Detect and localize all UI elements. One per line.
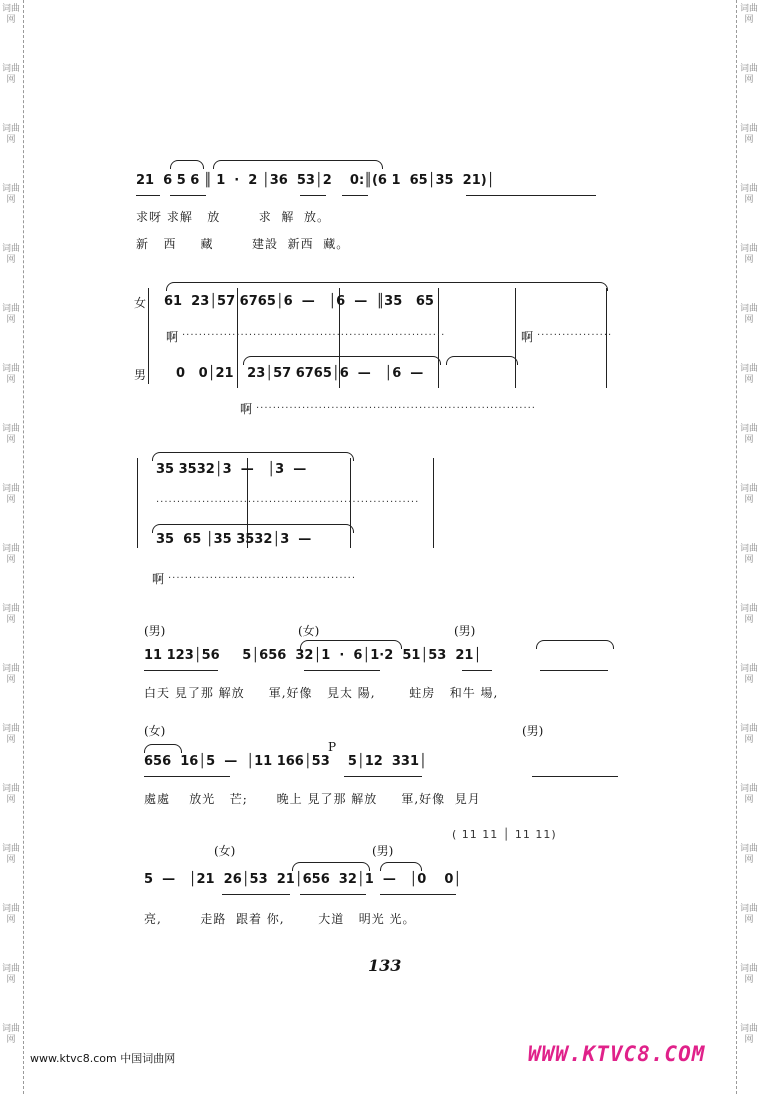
dashed-divider	[23, 0, 24, 1094]
watermark-strip-left	[0, 0, 24, 1094]
watermark-label: 词曲网	[739, 604, 758, 625]
watermark-label: 词曲网	[739, 964, 758, 985]
slur	[446, 356, 518, 365]
watermark-label: 词曲网	[1, 484, 20, 505]
system-bracket	[148, 288, 149, 384]
watermark-label: 词曲网	[739, 184, 758, 205]
watermark-label: 词曲网	[1, 904, 20, 925]
watermark-label: 词曲网	[1, 244, 20, 265]
melisma-dots: ··················	[537, 330, 613, 341]
watermark-label: 词曲网	[739, 484, 758, 505]
watermark-strip-right	[736, 0, 760, 1094]
part-label: (男)	[454, 624, 476, 638]
watermark-label: 词曲网	[739, 664, 758, 685]
lyrics-line-1: 求呀 求解 放 求 解 放。	[136, 210, 331, 224]
watermark-label: 词曲网	[739, 4, 758, 25]
watermark-label: 词曲网	[739, 904, 758, 925]
part-label: (男)	[522, 724, 544, 738]
watermark-label: 词曲网	[739, 364, 758, 385]
female-notation: 61 23│57 6765│6 — │6 — ║35 65	[164, 294, 434, 309]
lyrics-line: 亮, 走路 跟着 你, 大道 明光 光。	[144, 912, 416, 926]
watermark-label: 词曲网	[739, 544, 758, 565]
slur	[292, 862, 370, 871]
beam	[344, 776, 422, 777]
beam	[144, 776, 230, 777]
watermark-label: 词曲网	[1, 64, 20, 85]
melisma-dots: ···································································	[256, 403, 536, 414]
dashed-divider	[736, 0, 737, 1094]
slur	[213, 160, 383, 169]
lyrics-line: 處處 放光 芒; 晚上 見了那 解放 軍,好像 見月	[144, 792, 481, 806]
slur	[166, 282, 608, 291]
beam	[136, 195, 160, 196]
notation-line: 5 — │21 26│53 21│656 32│1 — │0 0│	[144, 872, 462, 887]
watermark-label: 词曲网	[739, 244, 758, 265]
beam	[532, 776, 618, 777]
beam	[144, 670, 218, 671]
watermark-label: 词曲网	[739, 1024, 758, 1045]
watermark-label: 词曲网	[1, 304, 20, 325]
syllable: 啊	[152, 572, 165, 586]
watermark-label: 词曲网	[1, 784, 20, 805]
watermark-label: 词曲网	[739, 304, 758, 325]
female-part-label: 女	[134, 296, 147, 310]
beam	[466, 195, 596, 196]
notation-line: 21 6 5 6 ║ 1 · 2 │36 53│2 0:║(6 1 65│35 21)│	[136, 173, 495, 188]
part-label: (女)	[298, 624, 320, 638]
lyrics-line: 白天 見了那 解放 軍,好像 見太 陽, 蛀房 和牛 場,	[144, 686, 499, 700]
watermark-label: 词曲网	[1, 604, 20, 625]
watermark-label: 词曲网	[1, 724, 20, 745]
beam	[540, 670, 608, 671]
part-label: (女)	[214, 844, 236, 858]
beam	[170, 195, 206, 196]
watermark-label: 词曲网	[1, 4, 20, 25]
watermark-label: 词曲网	[1, 964, 20, 985]
syllable: 啊	[240, 402, 253, 416]
dynamic-mark: P	[328, 740, 337, 754]
barline	[433, 458, 434, 548]
male-notation: 0 0│21 23│57 6765│6 — │6 —	[176, 366, 424, 381]
beam	[300, 894, 366, 895]
watermark-label: 词曲网	[1, 844, 20, 865]
footer-site-link[interactable]: www.ktvc8.com 中国词曲网	[30, 1052, 176, 1065]
lower-notation: 35 65 │35 3532│3 —	[156, 532, 312, 547]
beam	[342, 195, 368, 196]
part-label: (男)	[144, 624, 166, 638]
slur	[170, 160, 204, 169]
melisma-dots: ·············································	[168, 573, 357, 584]
notation-line: 11 123│56 5│656 32│1 · 6│1·2 51│53 21│	[144, 648, 482, 663]
part-label: (女)	[144, 724, 166, 738]
beam	[300, 195, 326, 196]
footer-logo[interactable]: WWW.KTVC8.COM	[528, 1042, 706, 1066]
page-number: 133	[368, 956, 402, 975]
beam	[304, 670, 380, 671]
watermark-label: 词曲网	[1, 124, 20, 145]
slur	[243, 356, 441, 365]
accompaniment-line: ( 11 11 │ 11 11)	[452, 828, 557, 841]
upper-notation: 35 3532│3 — │3 —	[156, 462, 307, 477]
watermark-label: 词曲网	[1, 1024, 20, 1045]
watermark-label: 词曲网	[1, 544, 20, 565]
system-bracket	[137, 458, 138, 548]
barline	[515, 288, 516, 388]
syllable: 啊	[521, 330, 534, 344]
melisma-dots: ·······························································	[182, 330, 446, 341]
beam	[380, 894, 456, 895]
slur	[536, 640, 614, 649]
slur	[152, 452, 354, 461]
watermark-label: 词曲网	[1, 664, 20, 685]
watermark-label: 词曲网	[739, 784, 758, 805]
slur	[380, 862, 422, 871]
notation-line: 656 16│5 — │11 166│53 5│12 331│	[144, 754, 427, 769]
lyrics-line-2: 新 西 藏 建設 新西 藏。	[136, 237, 350, 251]
watermark-label: 词曲网	[1, 424, 20, 445]
part-label: (男)	[372, 844, 394, 858]
slur	[144, 744, 182, 753]
watermark-label: 词曲网	[739, 844, 758, 865]
beam	[222, 894, 290, 895]
watermark-label: 词曲网	[1, 364, 20, 385]
watermark-label: 词曲网	[739, 64, 758, 85]
melisma-dots: ·······························································	[156, 497, 420, 508]
watermark-label: 词曲网	[739, 724, 758, 745]
watermark-label: 词曲网	[739, 124, 758, 145]
watermark-label: 词曲网	[739, 424, 758, 445]
beam	[462, 670, 492, 671]
syllable: 啊	[166, 330, 179, 344]
watermark-label: 词曲网	[1, 184, 20, 205]
male-part-label: 男	[134, 368, 147, 382]
